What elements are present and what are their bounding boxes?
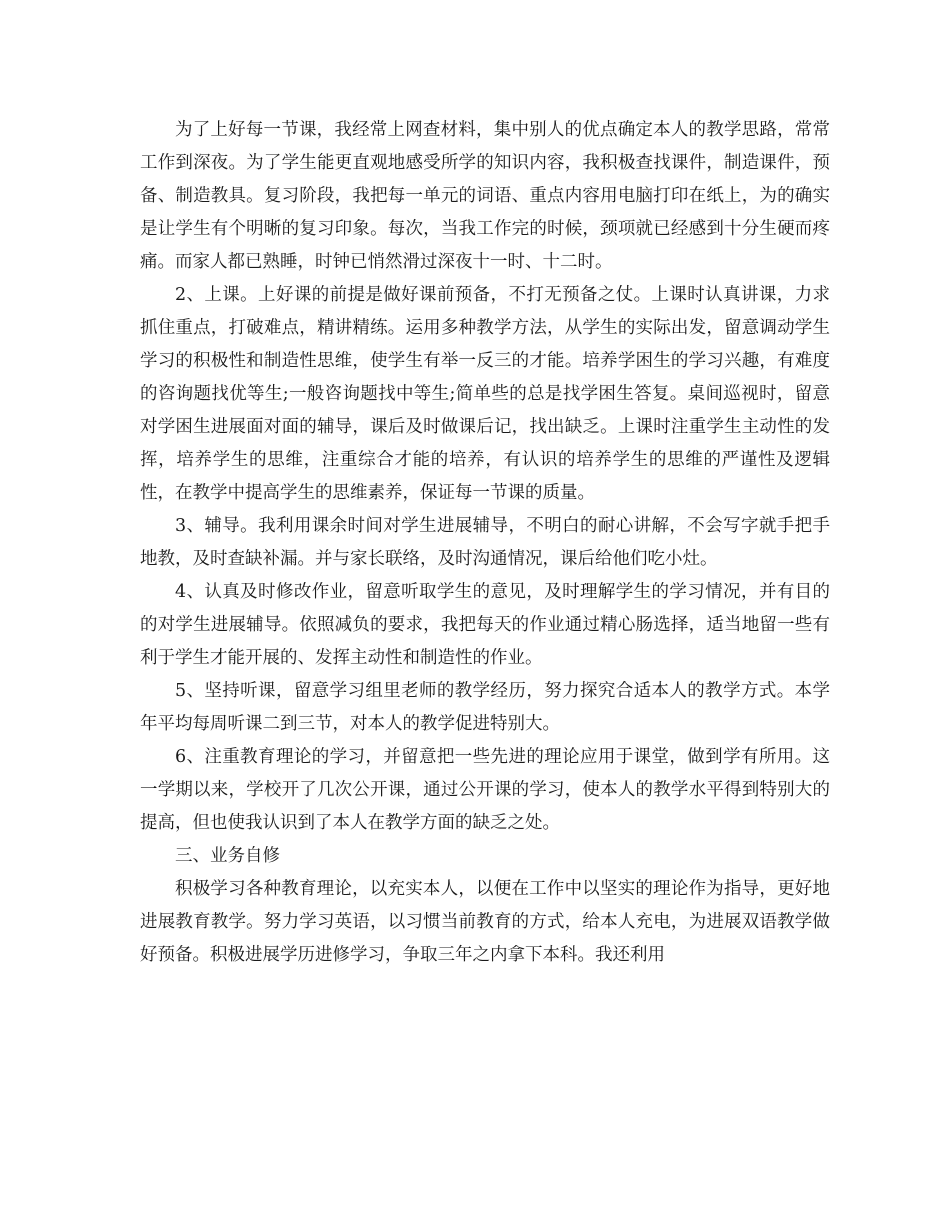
paragraph-self-study: 积极学习各种教育理论，以充实本人，以便在工作中以坚实的理论作为指导，更好地进展教育教学。努力学习英语，以习惯当前教育的方式，给本人充电，为进展双语教学做好预备。积极进展学历进修学习，争取三年之内拿下本科。我还利用 <box>140 879 830 965</box>
paragraph-theory: 6、注重教育理论的学习，并留意把一些先进的理论应用于课堂，做到学有所用。这一学期以来，学校开了几次公开课，通过公开课的学习，使本人的教学水平得到特别大的提高，但也使我认识到了本人在教学方面的缺乏之处。 <box>140 747 830 833</box>
section-heading-self-study: 三、业务自修 <box>175 846 280 866</box>
paragraph-homework: 4、认真及时修改作业，留意听取学生的意见，及时理解学生的学习情况，并有目的的对学生进展辅导。依照减负的要求，我把每天的作业通过精心肠选择，适当地留一些有利于学生才能开展的、发挥主动性和制造性的作业。 <box>140 582 830 668</box>
paragraph-tutoring: 3、辅导。我利用课余时间对学生进展辅导，不明白的耐心讲解，不会写字就手把手地教，及时查缺补漏。并与家长联络，及时沟通情况，课后给他们吃小灶。 <box>140 516 830 569</box>
paragraph-observation: 5、坚持听课，留意学习组里老师的教学经历，努力探究合适本人的教学方式。本学年平均每周听课二到三节，对本人的教学促进特别大。 <box>140 681 830 734</box>
document-body <box>140 114 830 972</box>
paragraph-teaching: 2、上课。上好课的前提是做好课前预备，不打无预备之仗。上课时认真讲课，力求抓住重点，打破难点，精讲精练。运用多种教学方法，从学生的实际出发，留意调动学生学习的积极性和制造性思维，使学生有举一反三的才能。培养学困生的学习兴趣，有难度的咨询题找优等生;一般咨询题找中等生;简单些的总是找学困生答复。桌间巡视时，留意对学困生进展面对面的辅导，课后及时做课后记，找出缺乏。上课时注重学生主动性的发挥，培养学生的思维，注重综合才能的培养，有认识的培养学生的思维的严谨性及逻辑性，在教学中提高学生的思维素养，保证每一节课的质量。 <box>140 285 830 503</box>
paragraph-preparation: 为了上好每一节课，我经常上网查材料，集中别人的优点确定本人的教学思路，常常工作到深夜。为了学生能更直观地感受所学的知识内容，我积极查找课件，制造课件，预备、制造教具。复习阶段，我把每一单元的词语、重点内容用电脑打印在纸上，为的确实是让学生有个明晰的复习印象。每次，当我工作完的时候，颈项就已经感到十分生硬而疼痛。而家人都已熟睡，时钟已悄然滑过深夜十一时、十二时。 <box>140 120 830 272</box>
